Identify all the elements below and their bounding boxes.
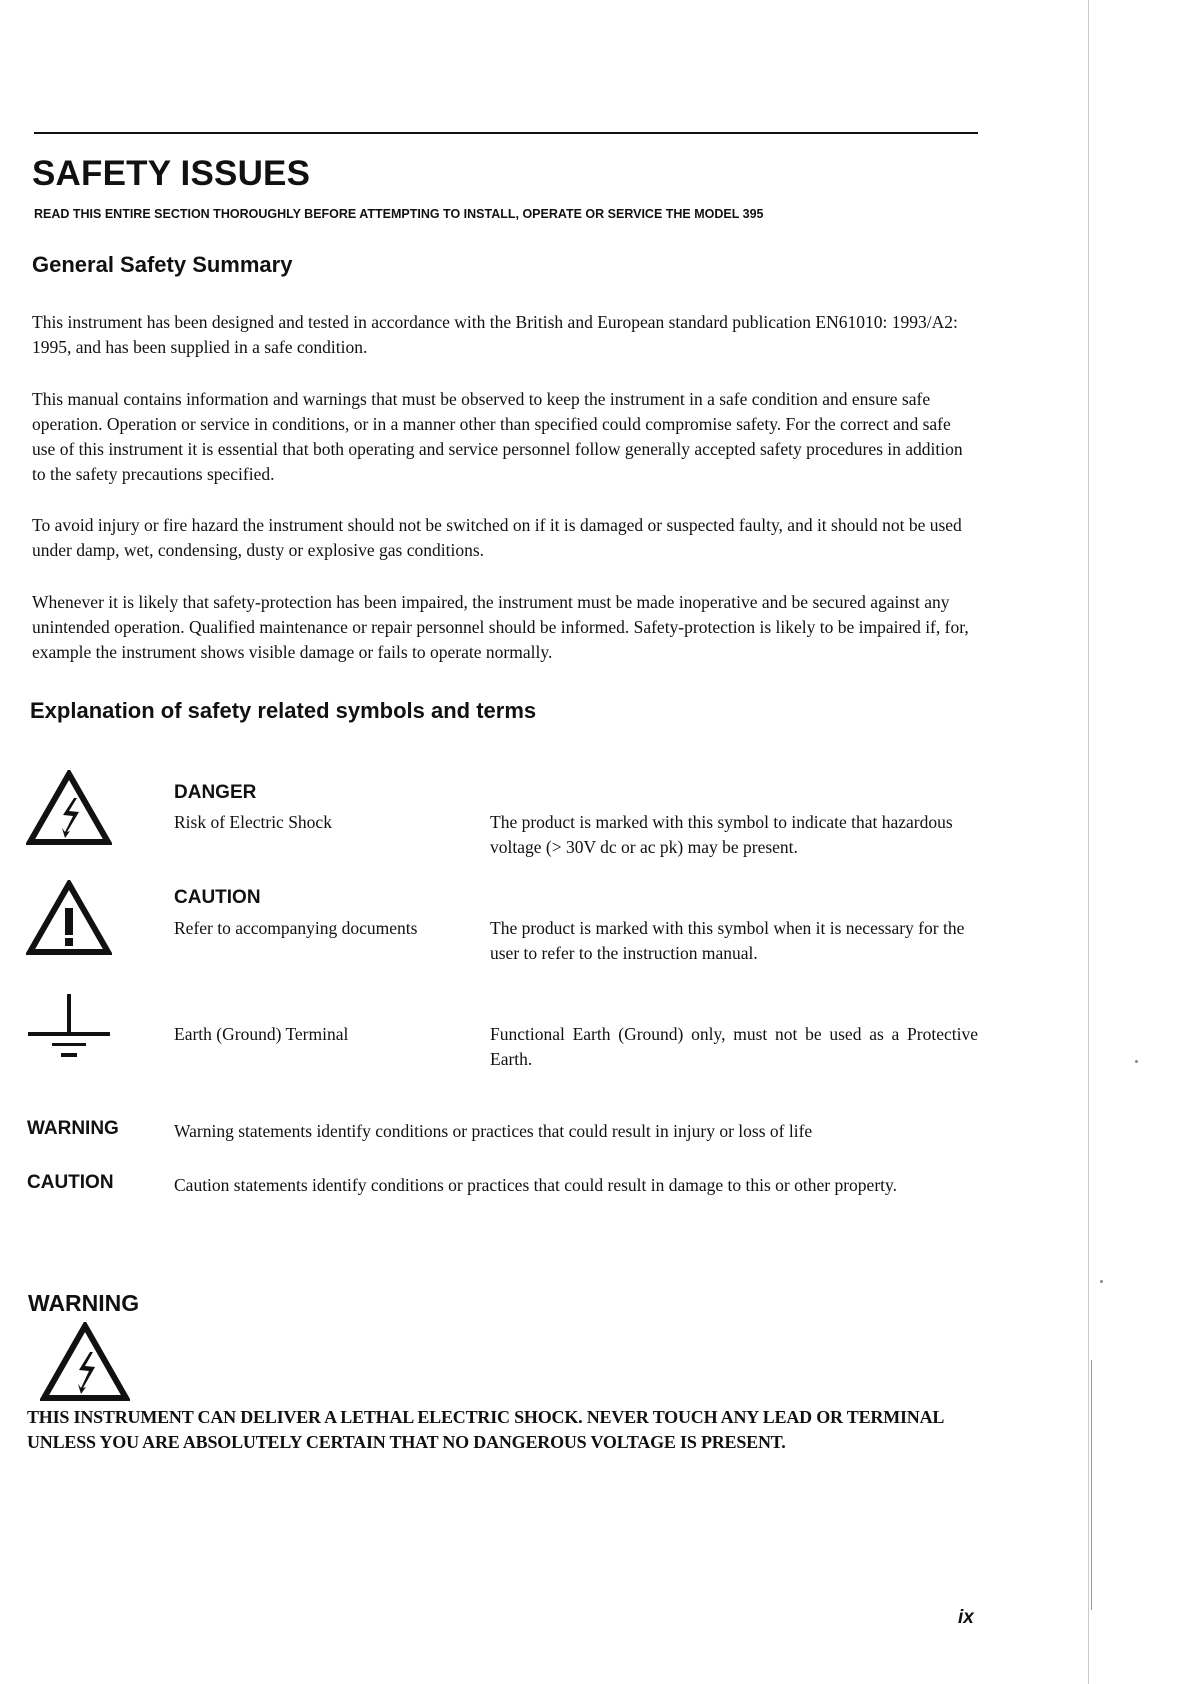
page-title: SAFETY ISSUES <box>32 154 311 193</box>
term-label-warning: WARNING <box>27 1118 119 1139</box>
paragraph: Whenever it is likely that safety-protection has been impaired, the instrument must be made inoperative and be secured against any unintended operation. Qualified maintenance or repair personnel should be informed. Safety-protection is likely to be impaired if, for, example the instrument shows visible damage or fails to operate normally. <box>32 592 969 662</box>
page-edge-line <box>1088 0 1089 1684</box>
term-label-caution: CAUTION <box>27 1172 114 1193</box>
page-subtitle: READ THIS ENTIRE SECTION THOROUGHLY BEFORE ATTEMPTING TO INSTALL, OPERATE OR SERVICE THE MODEL 395 <box>34 207 764 221</box>
symbol-title-caution: CAUTION <box>174 887 261 908</box>
symbol-description: Functional Earth (Ground) only, must not be used as a Protective Earth. <box>490 1024 978 1069</box>
page-number: ix <box>958 1607 974 1628</box>
paragraph: To avoid injury or fire hazard the instrument should not be switched on if it is damaged or suspected faulty, and it should not be used under damp, wet, condensing, dusty or explosive gas conditions. <box>32 515 962 560</box>
final-warning-label: WARNING <box>28 1290 140 1316</box>
symbol-name: Refer to accompanying documents <box>174 918 418 938</box>
term-text: Warning statements identify conditions or practices that could result in injury or loss of life <box>174 1121 813 1141</box>
symbol-description: The product is marked with this symbol to indicate that hazardous voltage (> 30V dc or ac pk) may be present. <box>490 812 953 857</box>
earth-ground-icon <box>26 992 112 1064</box>
scan-speck <box>1135 1060 1138 1063</box>
paragraph: This manual contains information and warnings that must be observed to keep the instrument in a safe condition and ensure safe operation. Operation or service in conditions, or in a manner other than specified could compromise safety. For the correct and safe use of this instrument it is essential that both operating and service personnel follow generally accepted safety procedures in addition to the safety precautions specified. <box>32 389 963 484</box>
final-warning-text: THIS INSTRUMENT CAN DELIVER A LETHAL ELECTRIC SHOCK. NEVER TOUCH ANY LEAD OR TERMINAL UNLESS YOU ARE ABSOLUTELY CERTAIN THAT NO DANGEROUS VOLTAGE IS PRESENT. <box>27 1407 944 1452</box>
symbol-description: The product is marked with this symbol when it is necessary for the user to refer to the instruction manual. <box>490 918 965 963</box>
section-heading-general: General Safety Summary <box>32 252 293 277</box>
section-heading-symbols: Explanation of safety related symbols and terms <box>30 698 537 723</box>
term-text: Caution statements identify conditions or practices that could result in damage to this or other property. <box>174 1175 897 1195</box>
header-rule <box>34 132 978 134</box>
caution-exclamation-icon <box>26 880 112 956</box>
symbol-title-danger: DANGER <box>174 782 257 803</box>
scan-speck <box>1100 1280 1103 1283</box>
paragraph: This instrument has been designed and tested in accordance with the British and European standard publication EN61010: 1993/A2: 1995, and has been supplied in a safe condition. <box>32 312 958 357</box>
electric-shock-warning-icon <box>26 770 112 846</box>
symbol-name: Earth (Ground) Terminal <box>174 1024 349 1044</box>
symbol-name: Risk of Electric Shock <box>174 812 332 832</box>
page-edge-line <box>1091 1360 1092 1610</box>
electric-shock-warning-icon <box>40 1322 130 1402</box>
